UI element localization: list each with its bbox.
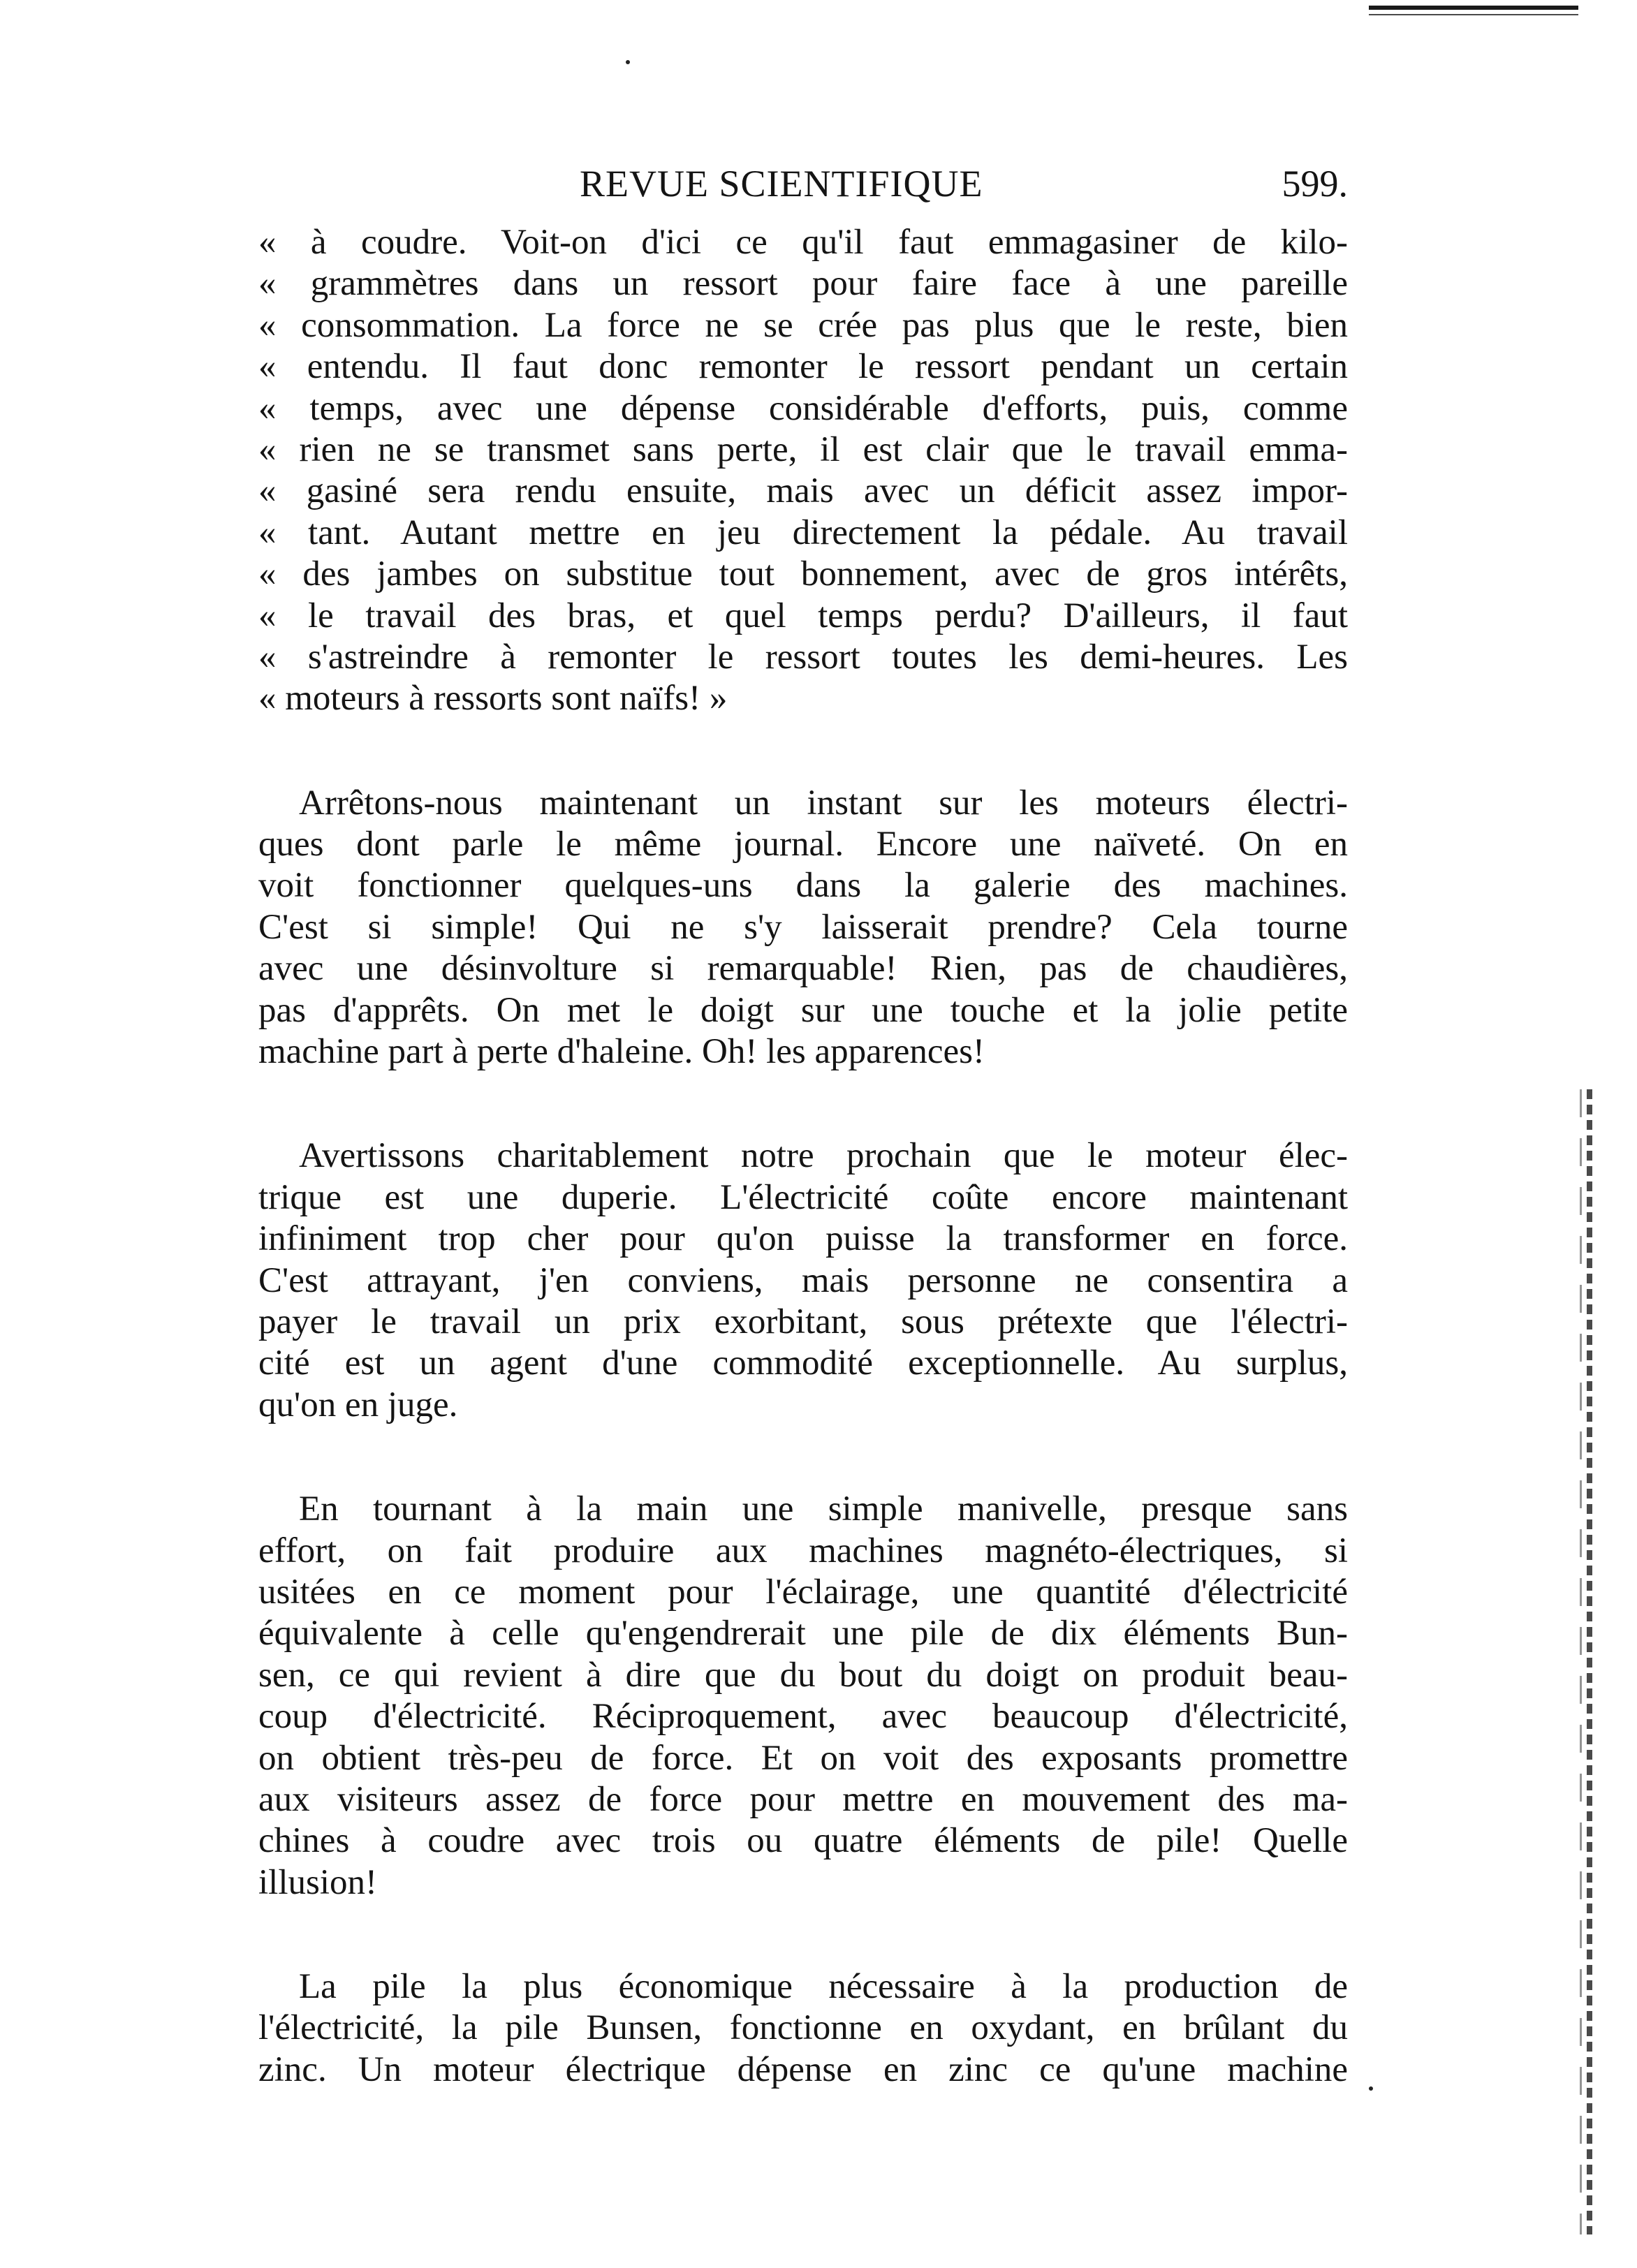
text-line: « gasiné sera rendu ensuite, mais avec un déficit assez impor- (258, 471, 1348, 511)
text-line: « grammètres dans un ressort pour faire face à une pareille (258, 264, 1348, 304)
running-header (258, 159, 1348, 208)
text-line: La pile la plus économique nécessaire à la production de (299, 1967, 1348, 2007)
text-line: « s'astreindre à remonter le ressort toutes les demi-heures. Les (258, 637, 1348, 677)
text-line: « tant. Autant mettre en jeu directement la pédale. Au travail (258, 513, 1348, 552)
top-edge-rule (1369, 6, 1578, 10)
paragraph (258, 1489, 1348, 1904)
text-line: « moteurs à ressorts sont naïfs! » (258, 679, 728, 719)
text-line: effort, on fait produire aux machines magnéto-électriques, si (258, 1531, 1348, 1570)
text-line: zinc. Un moteur électrique dépense en zinc ce qu'une machine (258, 2049, 1348, 2089)
text-line: « consommation. La force ne se crée pas plus que le reste, bien (258, 305, 1348, 345)
top-edge-rule-thin (1369, 14, 1578, 15)
text-line: on obtient très-peu de force. Et on voit des exposants promettre (258, 1738, 1348, 1778)
text-line: « à coudre. Voit-on d'ici ce qu'il faut emmagasiner de kilo- (258, 223, 1348, 262)
text-line: « des jambes on substitue tout bonnement, avec de gros intérêts, (258, 554, 1348, 594)
text-line: infiniment trop cher pour qu'on puisse la transformer en force. (258, 1219, 1348, 1259)
text-line: chines à coudre avec trois ou quatre éléments de pile! Quelle (258, 1821, 1348, 1861)
text-line: C'est attrayant, j'en conviens, mais personne ne consentira a (258, 1260, 1348, 1300)
text-line: l'électricité, la pile Bunsen, fonctionne en oxydant, en brûlant du (258, 2008, 1348, 2048)
text-line: coup d'électricité. Réciproquement, avec beaucoup d'électricité, (258, 1697, 1348, 1737)
text-line: C'est si simple! Qui ne s'y laisserait prendre? Cela tourne (258, 907, 1348, 947)
article-body (258, 222, 1348, 2091)
text-line: machine part à perte d'haleine. Oh! les apparences! (258, 1032, 985, 1072)
page-number: 599. (1282, 163, 1348, 205)
text-line: « rien ne se transmet sans perte, il est clair que le travail emma- (258, 429, 1348, 469)
text-line: « temps, avec une dépense considérable d'efforts, puis, comme (258, 388, 1348, 428)
text-line: usitées en ce moment pour l'éclairage, une quantité d'électricité (258, 1572, 1348, 1612)
text-line: avec une désinvolture si remarquable! Rien, pas de chaudières, (258, 949, 1348, 989)
print-speck (1369, 2086, 1373, 2091)
text-line: illusion! (258, 1862, 378, 1902)
text-line: En tournant à la main une simple manivelle, presque sans (299, 1489, 1348, 1529)
text-line: Arrêtons-nous maintenant un instant sur les moteurs électri- (299, 783, 1348, 823)
text-line: ques dont parle le même journal. Encore une naïveté. On en (258, 825, 1348, 864)
text-line: Avertissons charitablement notre prochain que le moteur élec- (299, 1136, 1348, 1176)
text-line: payer le travail un prix exorbitant, sous prétexte que l'électri- (258, 1302, 1348, 1341)
text-line: qu'on en juge. (258, 1385, 458, 1424)
binding-edge-shadow (1580, 1089, 1582, 2234)
text-line: « le travail des bras, et quel temps perdu? D'ailleurs, il faut (258, 596, 1348, 635)
text-line: cité est un agent d'une commodité exceptionnelle. Au surplus, (258, 1343, 1348, 1383)
text-line: pas d'apprêts. On met le doigt sur une touche et la jolie petite (258, 990, 1348, 1030)
text-line: trique est une duperie. L'électricité coûte encore maintenant (258, 1177, 1348, 1217)
text-line: aux visiteurs assez de force pour mettre en mouvement des ma- (258, 1779, 1348, 1819)
print-speck (626, 60, 630, 64)
text-line: « entendu. Il faut donc remonter le ressort pendant un certain (258, 347, 1348, 387)
paragraph (258, 783, 1348, 1073)
text-line: voit fonctionner quelques-uns dans la galerie des machines. (258, 866, 1348, 906)
paragraph (258, 1135, 1348, 1426)
paragraph-quote (258, 222, 1348, 720)
text-line: équivalente à celle qu'engendrerait une pile de dix éléments Bun- (258, 1614, 1348, 1654)
binding-edge-shadow (1587, 1089, 1592, 2234)
paragraph (258, 1966, 1348, 2091)
text-line: sen, ce qui revient à dire que du bout du doigt on produit beau- (258, 1655, 1348, 1695)
running-title: REVUE SCIENTIFIQUE (580, 163, 983, 205)
